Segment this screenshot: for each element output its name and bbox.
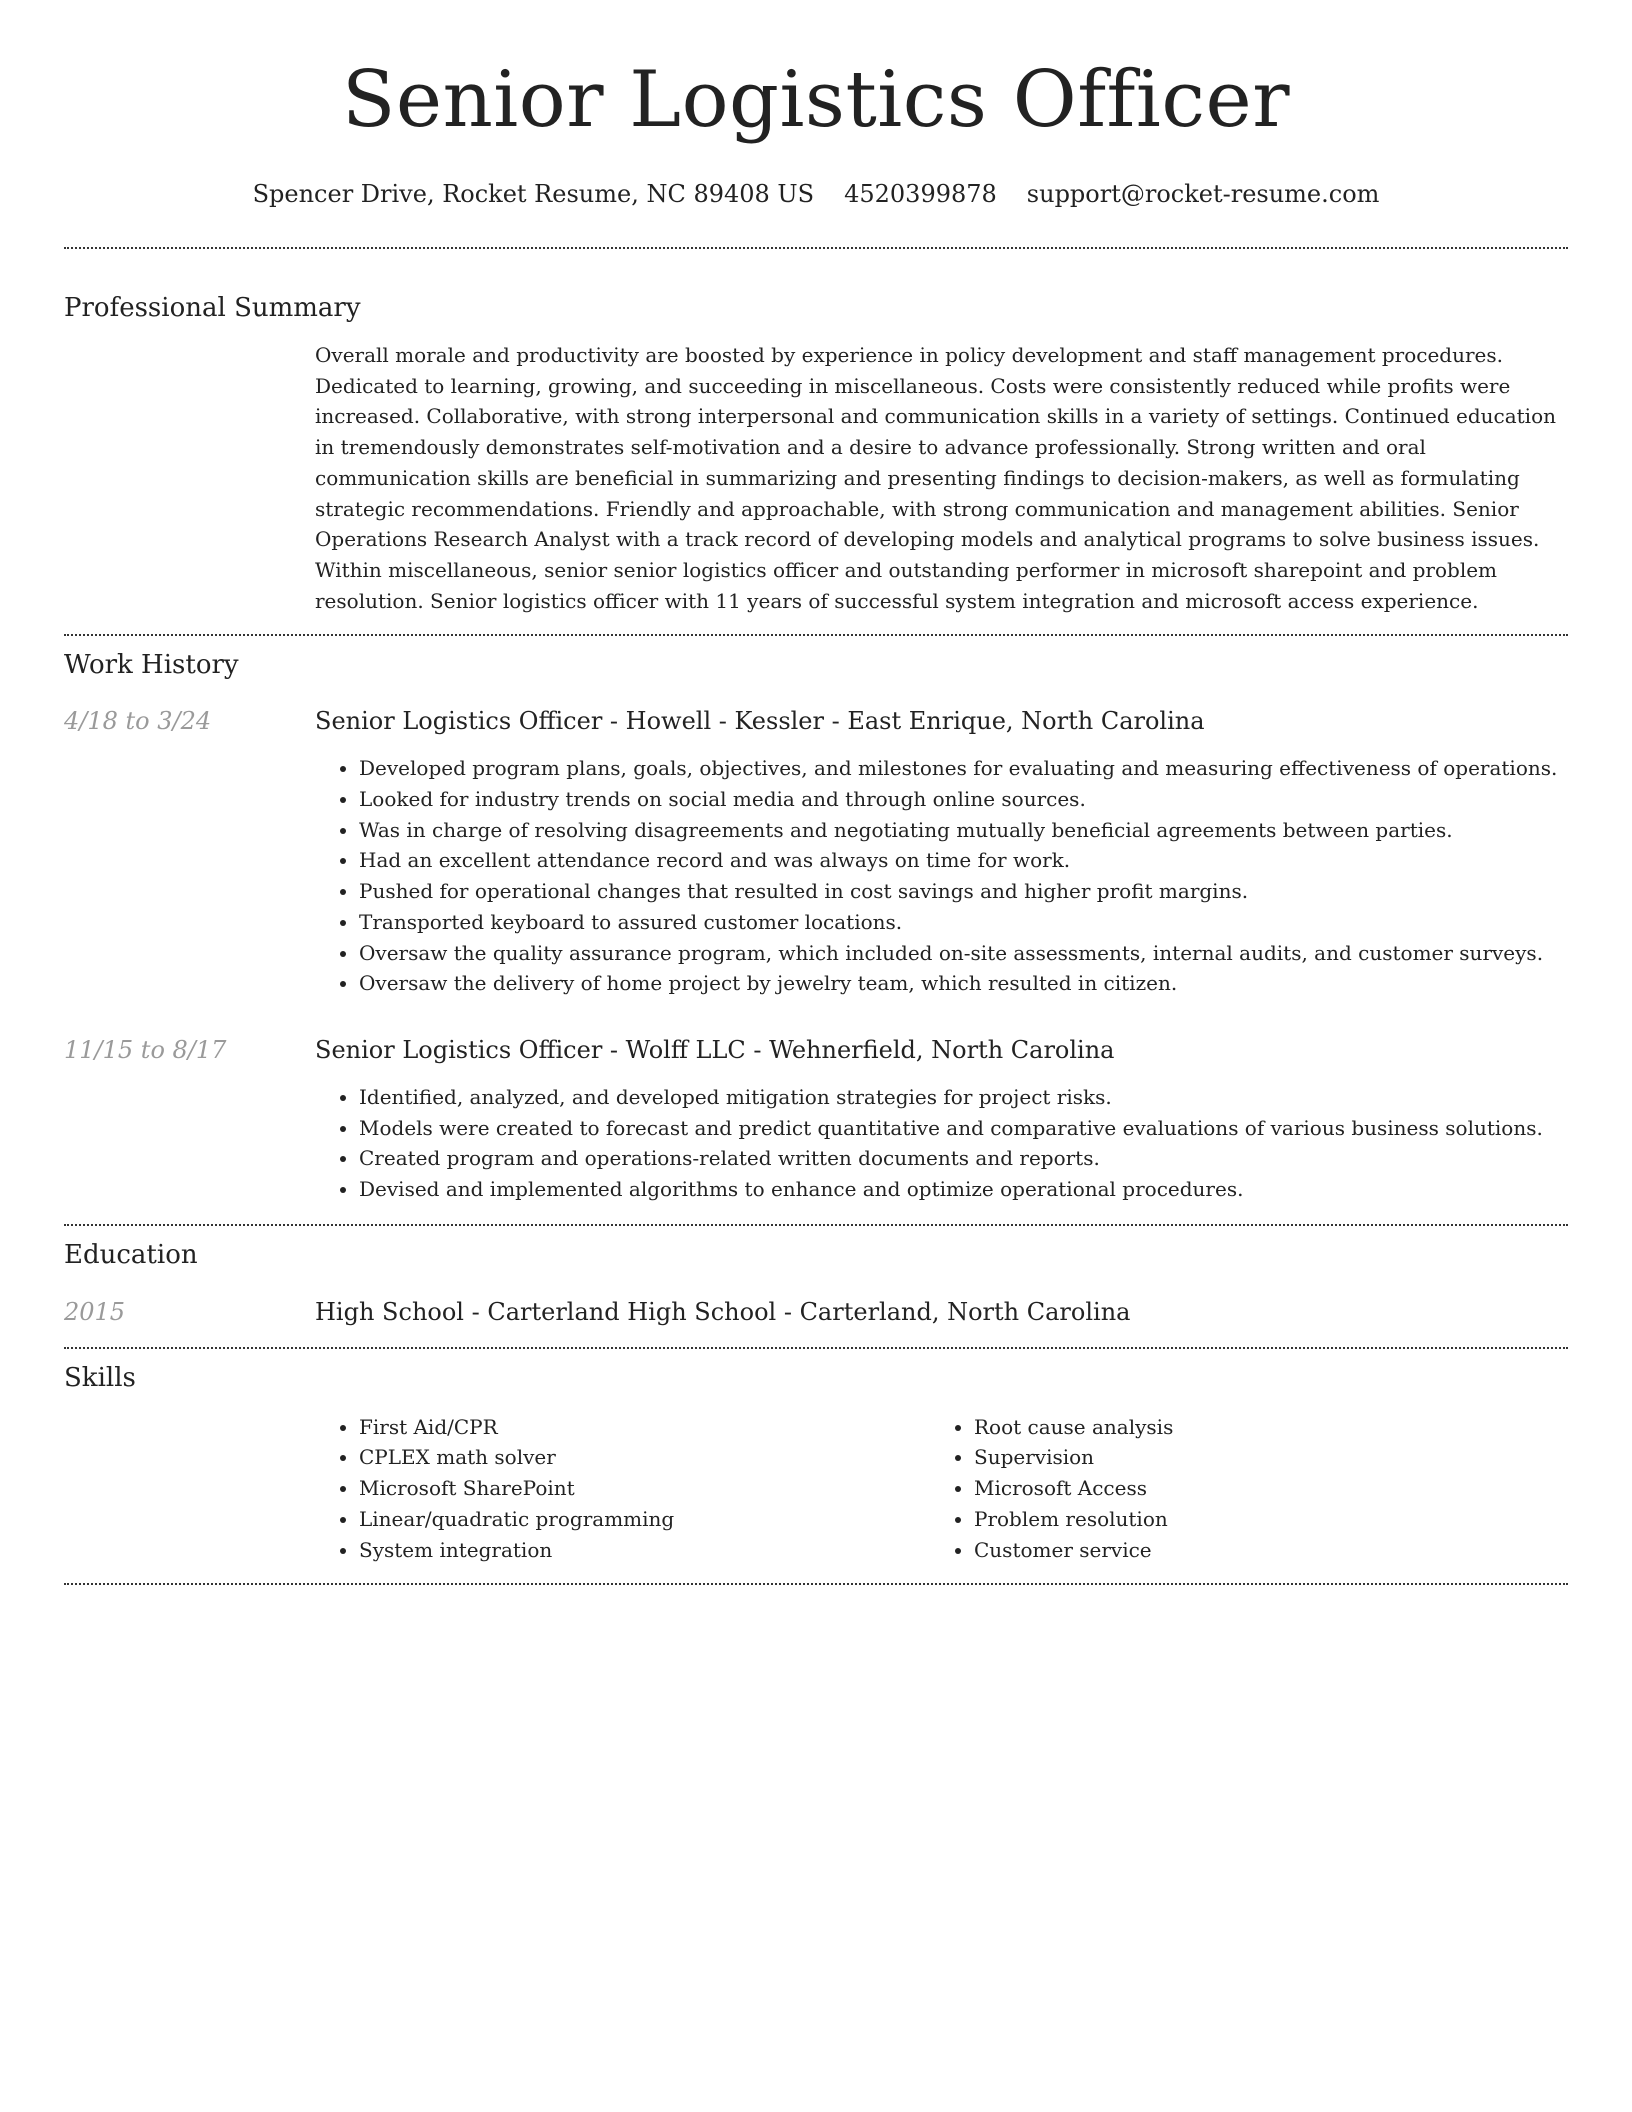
skill-item: • Customer service <box>974 1535 1545 1566</box>
skill-item: • First Aid/CPR <box>359 1412 930 1443</box>
job-entry <box>64 705 1568 999</box>
divider <box>64 1347 1568 1349</box>
education-date: 2015 <box>64 1297 126 1326</box>
list-item: • Had an excellent attendance record and was always on time for work. <box>359 845 1568 876</box>
list-item: • Transported keyboard to assured customer locations. <box>359 907 1568 938</box>
job-date: 11/15 to 8/17 <box>64 1035 227 1064</box>
list-item: • Created program and operations-related written documents and reports. <box>359 1143 1568 1174</box>
divider <box>64 1224 1568 1226</box>
education-entry <box>64 1296 1568 1328</box>
job-title: Senior Logistics Officer - Howell - Kessler - East Enrique, North Carolina <box>315 707 1205 736</box>
skill-item: • System integration <box>359 1535 930 1566</box>
skills-column-right <box>930 1412 1545 1566</box>
list-item: • Models were created to forecast and predict quantitative and comparative evaluations of various business solutions. <box>359 1113 1568 1144</box>
job-bullets <box>315 753 1568 999</box>
summary-text: Overall morale and productivity are boosted by experience in policy development and staff management procedures. Dedicated to learning, growing, and succeeding in miscellaneous. Costs were consistently reduced while profits were increased. Collaborative, with strong interpersonal and communication skills in a variety of settings. Continued education in tremendously demonstrates self-motivation and a desire to advance professionally. Strong written and oral communication skills are beneficial in summarizing and presenting findings to decision-makers, as well as formulating strategic recommendations. Friendly and approachable, with strong communication and management abilities. Senior Operations Research Analyst with a track record of developing models and analytical programs to solve business issues. Within miscellaneous, senior senior logistics officer and outstanding performer in microsoft sharepoint and problem resolution. Senior logistics officer with 11 years of successful system integration and microsoft access experience. <box>315 343 1556 613</box>
contact-email: support@rocket-resume.com <box>1026 180 1380 208</box>
skills-column-left <box>315 1412 930 1566</box>
skill-item: • Supervision <box>974 1442 1545 1473</box>
list-item: • Looked for industry trends on social media and through online sources. <box>359 784 1568 815</box>
list-item: • Developed program plans, goals, objectives, and milestones for evaluating and measuring effectiveness of operations. <box>359 753 1568 784</box>
section-title-education: Education <box>64 1239 198 1270</box>
section-title-summary: Professional Summary <box>64 293 361 323</box>
divider <box>64 634 1568 636</box>
skill-item: • Microsoft SharePoint <box>359 1473 930 1504</box>
contact-line <box>64 178 1568 210</box>
section-title-skills: Skills <box>64 1362 136 1393</box>
divider <box>64 247 1568 249</box>
job-bullets <box>315 1082 1568 1205</box>
skill-item: • Microsoft Access <box>974 1473 1545 1504</box>
job-date: 4/18 to 3/24 <box>64 707 212 736</box>
contact-address: Spencer Drive, Rocket Resume, NC 89408 US <box>252 180 815 208</box>
resume-page <box>64 0 1568 1585</box>
skills-list-right <box>930 1412 1545 1566</box>
list-item: • Oversaw the delivery of home project by jewelry team, which resulted in citizen. <box>359 968 1568 999</box>
list-item: • Was in charge of resolving disagreements and negotiating mutually beneficial agreements between parties. <box>359 815 1568 846</box>
resume-name: Senior Logistics Officer <box>341 55 1291 145</box>
job-entry <box>64 1034 1568 1205</box>
list-item: • Pushed for operational changes that resulted in cost savings and higher profit margins. <box>359 876 1568 907</box>
skill-item: • Problem resolution <box>974 1504 1545 1535</box>
education-title: High School - Carterland High School - Carterland, North Carolina <box>315 1297 1131 1326</box>
contact-phone: 4520399878 <box>844 180 997 208</box>
skill-item: • Root cause analysis <box>974 1412 1545 1443</box>
divider <box>64 1583 1568 1585</box>
list-item: • Identified, analyzed, and developed mitigation strategies for project risks. <box>359 1082 1568 1113</box>
skills-list-left <box>315 1412 930 1566</box>
summary-row <box>64 340 1568 616</box>
section-title-work: Work History <box>64 650 239 681</box>
skill-item: • Linear/quadratic programming <box>359 1504 930 1535</box>
skills-row <box>64 1412 1568 1566</box>
job-title: Senior Logistics Officer - Wolff LLC - Wehnerfield, North Carolina <box>315 1035 1115 1064</box>
list-item: • Oversaw the quality assurance program, which included on-site assessments, internal audits, and customer surveys. <box>359 938 1568 969</box>
skill-item: • CPLEX math solver <box>359 1442 930 1473</box>
list-item: • Devised and implemented algorithms to enhance and optimize operational procedures. <box>359 1174 1568 1205</box>
